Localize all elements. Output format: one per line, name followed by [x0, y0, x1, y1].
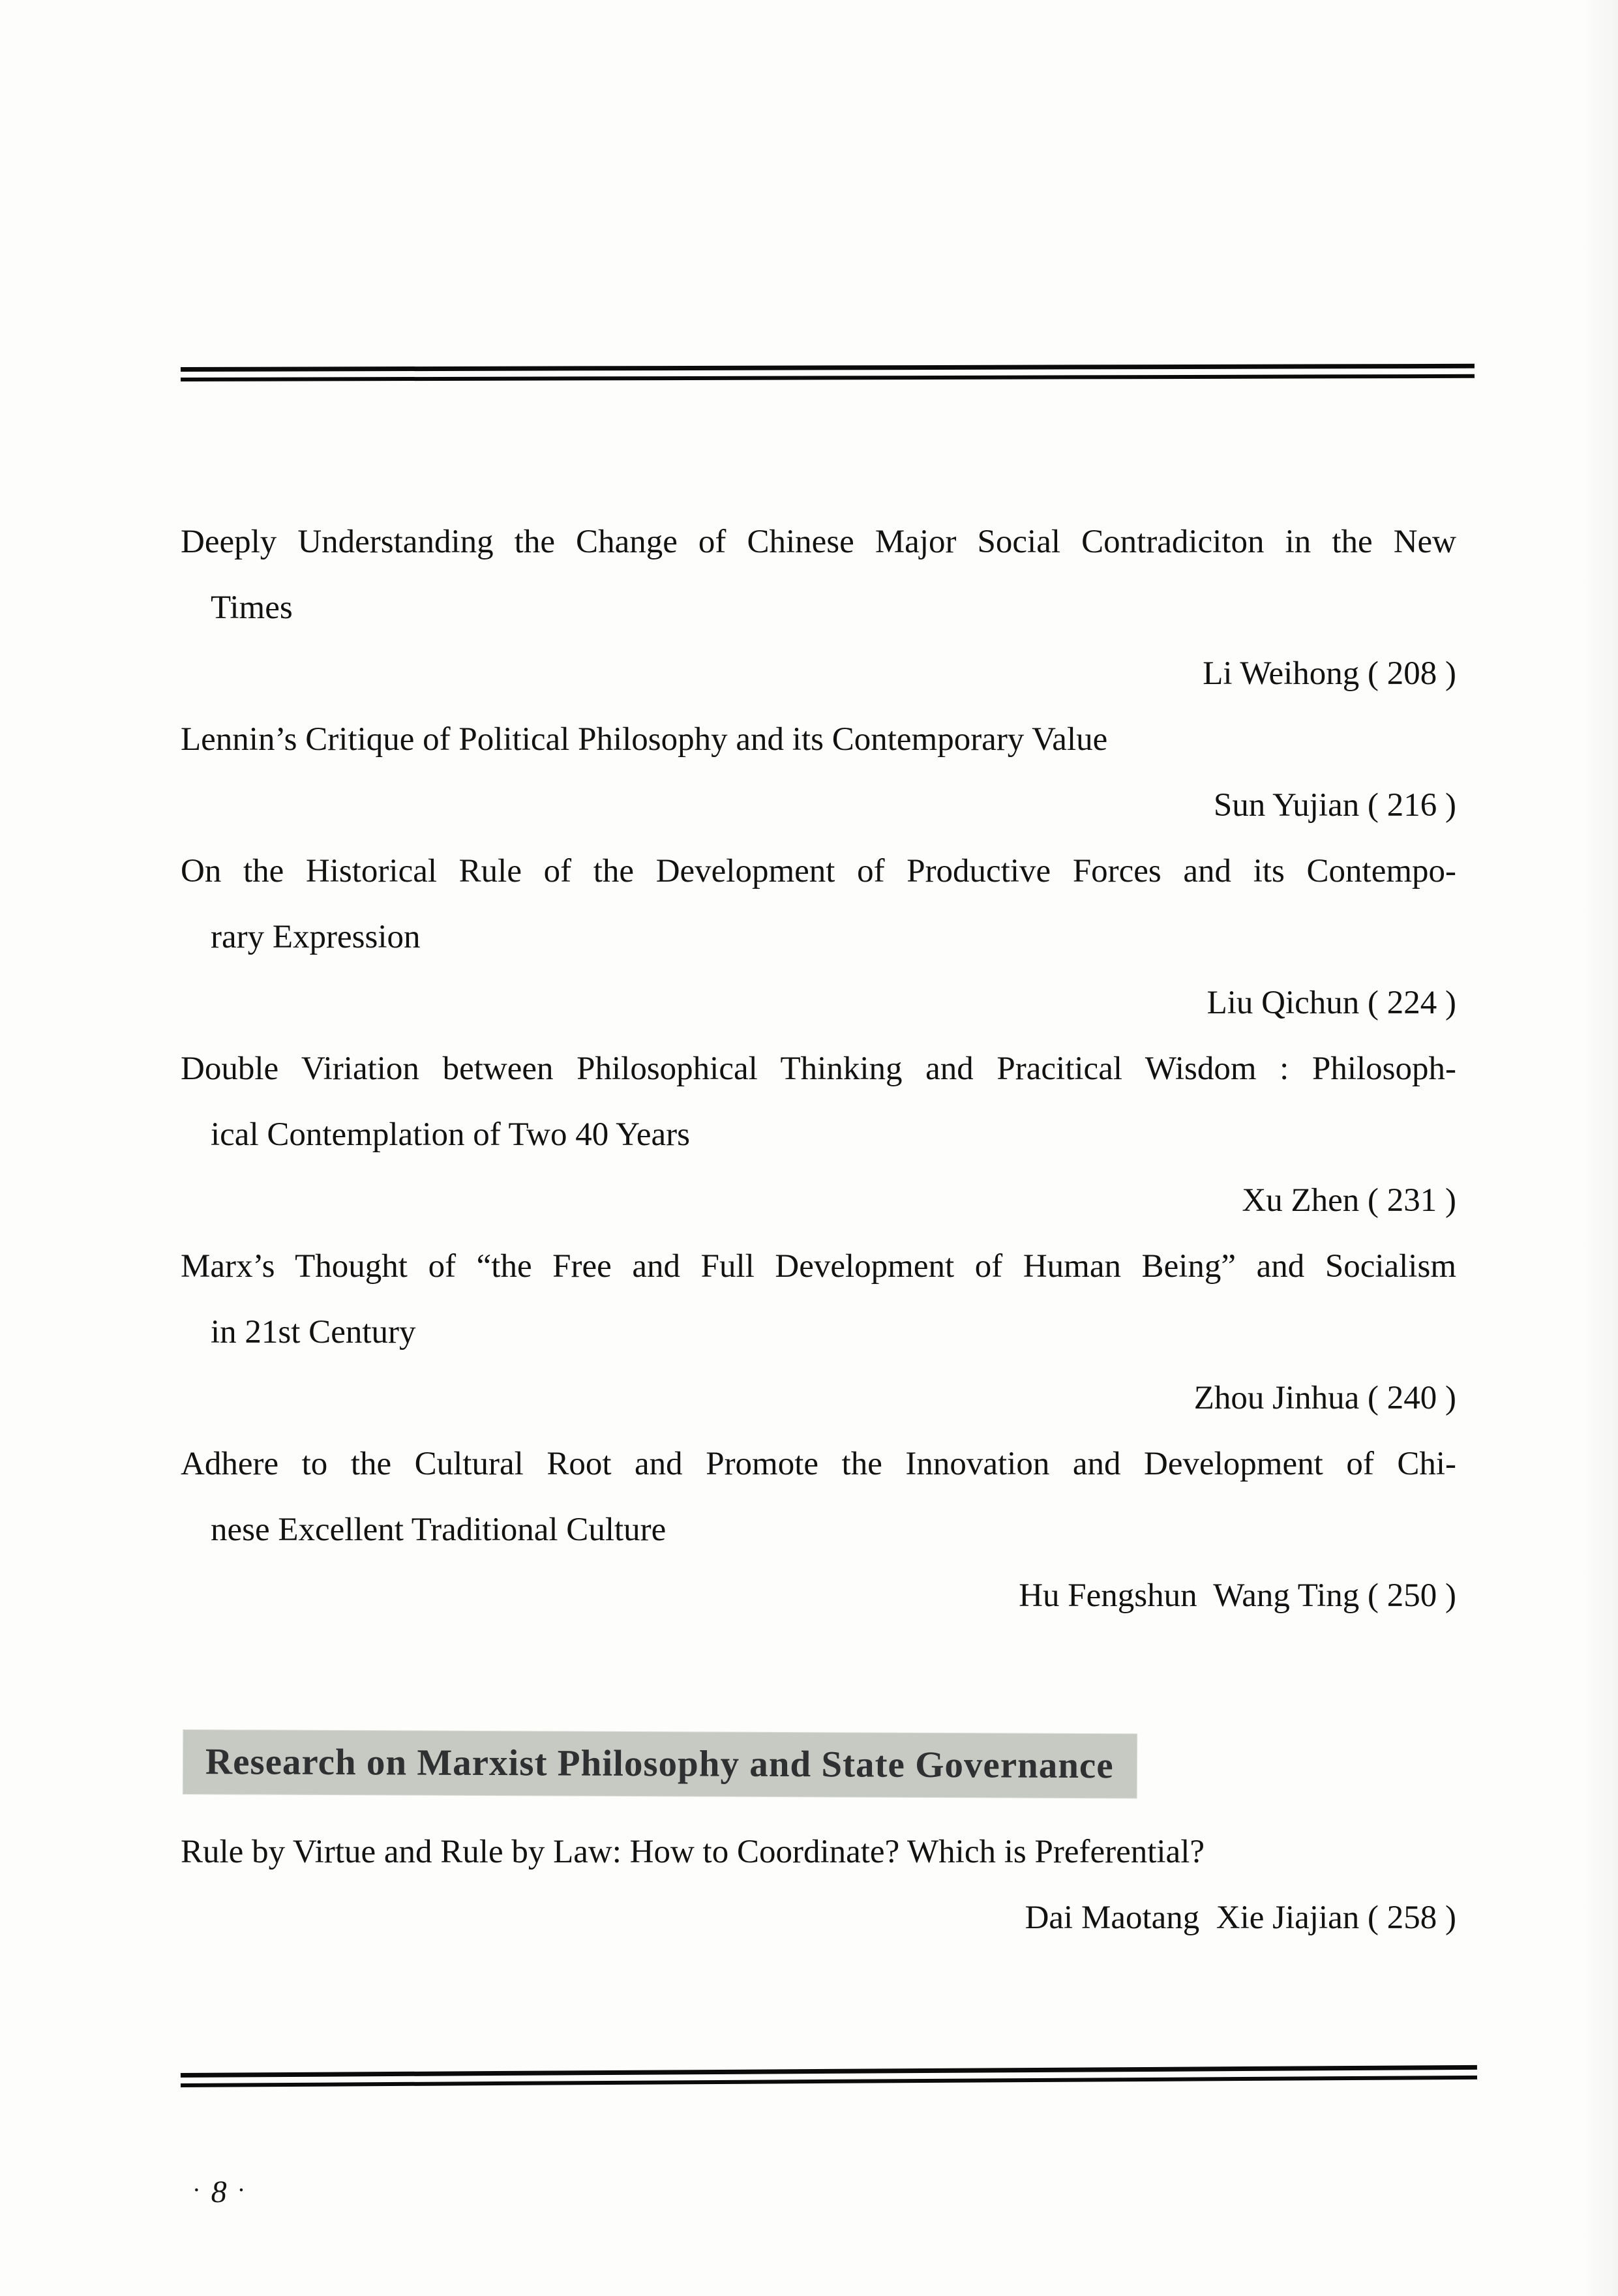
rule-line	[181, 364, 1475, 372]
toc-title-line: On the Historical Rule of the Development of Productive Forces and its Contempo-	[181, 853, 1456, 889]
top-double-rule	[181, 364, 1475, 381]
toc-title-line: Rule by Virtue and Rule by Law: How to Coordinate? Which is Preferential?	[181, 1834, 1205, 1870]
toc-title-line: Times	[211, 589, 293, 626]
section-header-label: Research on Marxist Philosophy and State Governance	[205, 1741, 1114, 1787]
bottom-double-rule	[181, 2065, 1477, 2087]
folio-dot: ·	[192, 2177, 201, 2204]
toc-author-line: Xu Zhen ( 231 )	[1242, 1182, 1456, 1219]
rule-line	[181, 2076, 1477, 2087]
toc-title-line: Marx’s Thought of “the Free and Full Development of Human Being” and Socialism	[181, 1248, 1456, 1285]
toc-title-line: Double Viriation between Philosophical Thinking and Pracitical Wisdom : Philosoph-	[181, 1051, 1456, 1087]
toc-author-line: Dai Maotang Xie Jiajian ( 258 )	[1025, 1900, 1456, 1936]
toc-list-upper	[181, 509, 1456, 1629]
toc-list-lower	[181, 1819, 1456, 1951]
toc-title-line: rary Expression	[211, 919, 421, 955]
folio-dot: ·	[237, 2177, 246, 2204]
toc-title-line: ical Contemplation of Two 40 Years	[211, 1116, 690, 1153]
toc-author-line: Sun Yujian ( 216 )	[1213, 787, 1456, 824]
toc-title-line: Deeply Understanding the Change of Chinese Major Social Contradiciton in the New	[181, 524, 1456, 560]
section-header-bar	[183, 1730, 1137, 1798]
page-number	[192, 2174, 245, 2210]
toc-title-line: in 21st Century	[211, 1314, 416, 1350]
rule-line	[181, 2065, 1477, 2078]
toc-author-line: Zhou Jinhua ( 240 )	[1193, 1380, 1456, 1416]
rule-line	[181, 374, 1475, 381]
toc-title-line: Lennin’s Critique of Political Philosophy and its Contemporary Value	[181, 721, 1108, 758]
toc-author-line: Liu Qichun ( 224 )	[1206, 985, 1456, 1021]
folio-number: 8	[211, 2175, 227, 2209]
toc-author-line: Hu Fengshun Wang Ting ( 250 )	[1019, 1577, 1456, 1614]
toc-author-line: Li Weihong ( 208 )	[1203, 655, 1456, 692]
toc-title-line: nese Excellent Traditional Culture	[211, 1512, 667, 1548]
toc-title-line: Adhere to the Cultural Root and Promote the Innovation and Development of Chi-	[181, 1446, 1456, 1482]
